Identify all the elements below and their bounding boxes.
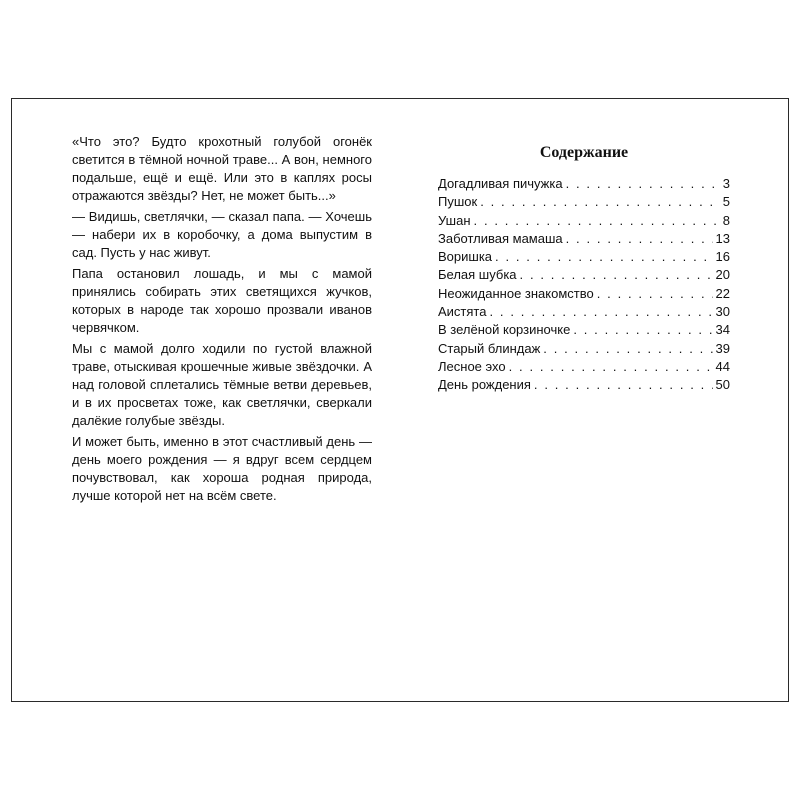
toc-entry bbox=[438, 303, 730, 321]
toc-entry-title: Пушок bbox=[438, 194, 478, 210]
toc-entry-title: В зелёной корзиночке bbox=[438, 322, 571, 338]
right-page bbox=[438, 143, 730, 395]
toc-entry bbox=[438, 266, 730, 284]
toc-entry-page: 8 bbox=[722, 212, 730, 228]
toc-leader-dots bbox=[509, 358, 713, 376]
toc-leader-dots bbox=[534, 376, 713, 394]
toc-entry bbox=[438, 376, 730, 394]
paragraph: — Видишь, светлячки, — сказал папа. — Хочешь — набери их в коробочку, а дома выпустим в сад. Пусть у нас живут. bbox=[72, 209, 372, 260]
toc-leader-dots bbox=[474, 212, 720, 230]
paragraph: Мы с мамой долго ходили по густой влажной траве, отыскивая крошечные живые звёздочки. А над головой сплетались тёмные ветви деревьев, и в их просветах тоже, как светлячки, сверкали далёкие голубые звёзды. bbox=[72, 341, 372, 428]
paragraph: Папа остановил лошадь, и мы с мамой принялись собирать этих светящихся жучков, которых в народе так хорошо прозвали иванов червячком. bbox=[72, 266, 372, 335]
toc-entry-title: Лесное эхо bbox=[438, 358, 506, 374]
toc-leader-dots bbox=[573, 321, 712, 339]
toc-entry-page: 16 bbox=[715, 249, 730, 265]
toc-entry-page: 13 bbox=[715, 230, 730, 246]
toc-entry-page: 34 bbox=[715, 322, 730, 338]
toc-entry-title: Догадливая пичужка bbox=[438, 176, 563, 191]
toc-entry-title: Старый блиндаж bbox=[438, 340, 541, 356]
toc-entry bbox=[438, 358, 730, 376]
toc-entry-title: Заботливая мамаша bbox=[438, 230, 563, 246]
toc-entry bbox=[438, 212, 730, 230]
toc-entry bbox=[438, 285, 730, 303]
toc-leader-dots bbox=[543, 340, 712, 358]
toc-list bbox=[438, 175, 730, 395]
toc-entry-title: День рождения bbox=[438, 377, 531, 393]
toc-entry bbox=[438, 193, 730, 211]
toc-entry bbox=[438, 230, 730, 248]
toc-entry bbox=[438, 175, 730, 193]
toc-leader-dots bbox=[566, 175, 720, 193]
toc-leader-dots bbox=[495, 248, 713, 266]
paragraph: И может быть, именно в этот счастливый день — день моего рождения — я вдруг всем сердцем почувствовал, как хороша родная природа, лучше которой нет на всём свете. bbox=[72, 434, 372, 503]
paragraph: «Что это? Будто крохотный голубой огонёк светится в тёмной ночной траве... А вон, немного подальше, ещё и ещё. Или это в каплях росы отражаются звёзды? Нет, не может быть...» bbox=[72, 134, 372, 203]
toc-entry-title: Ушан bbox=[438, 212, 471, 228]
toc-entry-title: Белая шубка bbox=[438, 267, 517, 283]
toc-entry-title: Аистята bbox=[438, 304, 487, 320]
toc-leader-dots bbox=[480, 193, 720, 211]
toc-leader-dots bbox=[489, 303, 712, 321]
toc-entry bbox=[438, 321, 730, 339]
toc-entry-page: 20 bbox=[715, 267, 730, 283]
toc-title: Содержание bbox=[539, 144, 629, 161]
toc-leader-dots bbox=[566, 230, 713, 248]
toc-entry bbox=[438, 248, 730, 266]
book-spread bbox=[11, 98, 789, 702]
toc-entry-page: 5 bbox=[722, 194, 730, 210]
toc-entry-title: Воришка bbox=[438, 249, 493, 265]
toc-entry-page: 44 bbox=[715, 358, 730, 374]
toc-entry-page: 50 bbox=[715, 377, 730, 393]
toc-leader-dots bbox=[597, 285, 713, 303]
toc-entry-title: Неожиданное знакомство bbox=[438, 285, 594, 301]
toc-entry-page: 39 bbox=[715, 340, 730, 356]
toc-entry-page: 30 bbox=[715, 304, 730, 320]
toc-entry-page: 22 bbox=[715, 285, 730, 301]
toc-entry bbox=[438, 340, 730, 358]
left-page bbox=[72, 133, 372, 505]
toc-entry-page: 3 bbox=[722, 176, 730, 191]
toc-leader-dots bbox=[520, 266, 713, 284]
